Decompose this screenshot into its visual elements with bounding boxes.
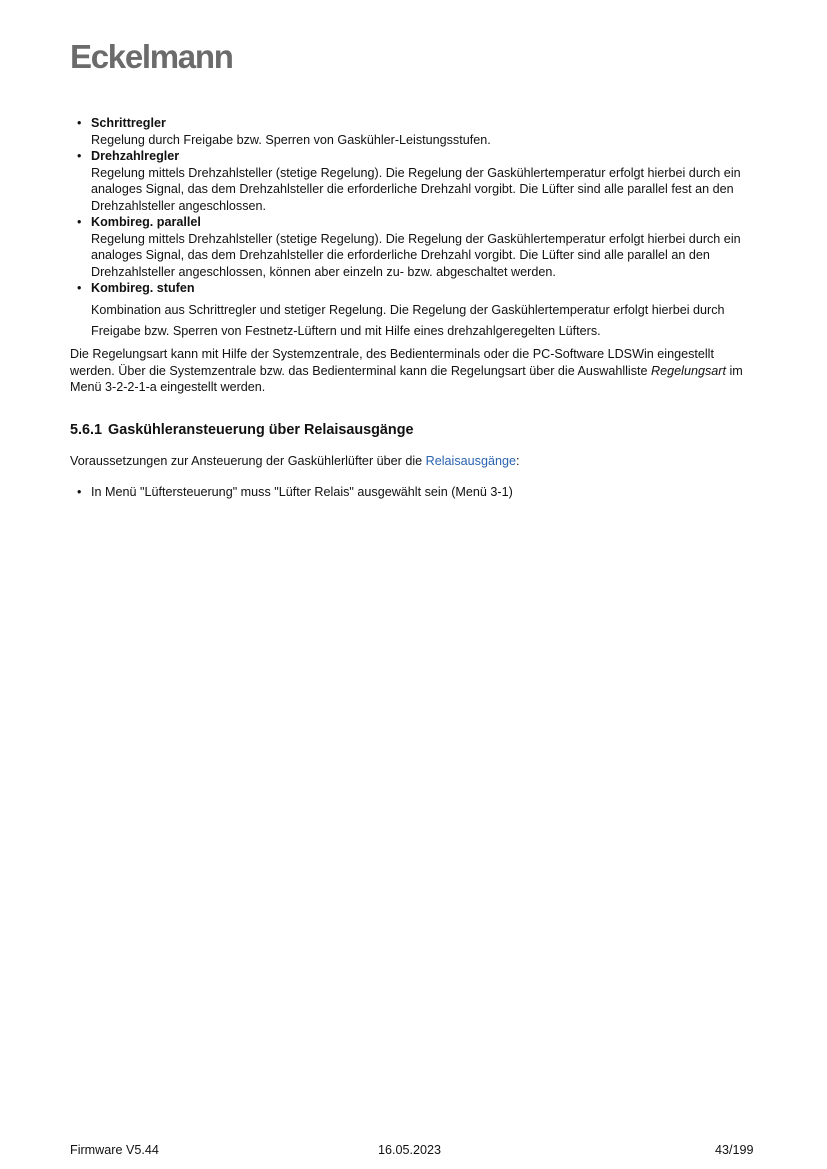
paragraph-text: Die Regelungsart kann mit Hilfe der Systemzentrale, des Bedienterminals oder die PC-Software LDSWin eingestellt werden. Über die Systemzentrale bzw. das Bedienterminal kann die Regelungsart über die Auswahlliste <box>70 347 714 378</box>
requirements-list <box>70 484 513 500</box>
list-item-text: Regelung mittels Drehzahlsteller (stetige Regelung). Die Regelung der Gaskühlertemperatur erfolgt hierbei durch ein analoges Signal, das dem Drehzahlsteller die erforderliche Drehzahl vorgibt. Die Lüfter sind alle parallel an den Drehzahlsteller angeschlossen, können aber einzeln zu- bzw. abgeschaltet werden. <box>91 231 741 279</box>
footer-firmware: Firmware V5.44 <box>70 1143 159 1157</box>
footer-page-number: 43/199 <box>715 1143 754 1157</box>
intro-paragraph <box>70 453 519 469</box>
control-mode-list <box>70 115 760 342</box>
paragraph-text-end: im Menü 3-2-2-1-a eingestellt werden. <box>70 363 743 394</box>
list-item-text: Regelung mittels Drehzahlsteller (stetige Regelung). Die Regelung der Gaskühlertemperatur erfolgt hierbei durch ein analoges Signal, das dem Drehzahlsteller die erforderliche Drehzahl vorgibt. Die Lüfter sind alle parallel fest an den Drehzahlsteller angeschlossen. <box>91 165 741 213</box>
section-title: Gaskühleransteuerung über Relaisausgänge <box>108 422 414 438</box>
paragraph-emphasis: Regelungsart <box>651 363 726 378</box>
list-item <box>70 280 760 342</box>
list-item <box>70 148 760 214</box>
list-item-title: • Schrittregler <box>91 116 166 130</box>
relais-link[interactable]: Relaisausgänge <box>425 454 516 468</box>
list-item-text: Kombination aus Schrittregler und stetiger Regelung. Die Regelung der Gaskühlertemperatur erfolgt hierbei durch Freigabe bzw. Sperren von Festnetz-Lüftern und mit Hilfe eines drehzahlgeregelten Lüfters. <box>91 302 725 338</box>
section-heading <box>70 421 414 439</box>
list-item-title: • Kombireg. parallel <box>91 215 201 229</box>
intro-text-end: : <box>515 454 520 468</box>
list-item-title: • Drehzahlregler <box>91 149 180 163</box>
control-mode-paragraph <box>70 346 760 396</box>
list-item <box>70 214 760 280</box>
list-item: • In Menü "Lüftersteuerung" muss "Lüfter Relais" ausgewählt sein (Menü 3-1) <box>70 484 513 500</box>
list-item <box>70 115 760 148</box>
intro-text: Voraussetzungen zur Ansteuerung der Gaskühlerlüfter über die <box>70 454 426 468</box>
company-logo: Eckelmann <box>70 38 233 75</box>
list-item-text: Regelung durch Freigabe bzw. Sperren von Gaskühler-Leistungsstufen. <box>91 132 491 147</box>
list-item-title: • Kombireg. stufen <box>91 281 195 295</box>
footer-date: 16.05.2023 <box>378 1143 442 1157</box>
section-number: 5.6.1 <box>70 422 103 438</box>
